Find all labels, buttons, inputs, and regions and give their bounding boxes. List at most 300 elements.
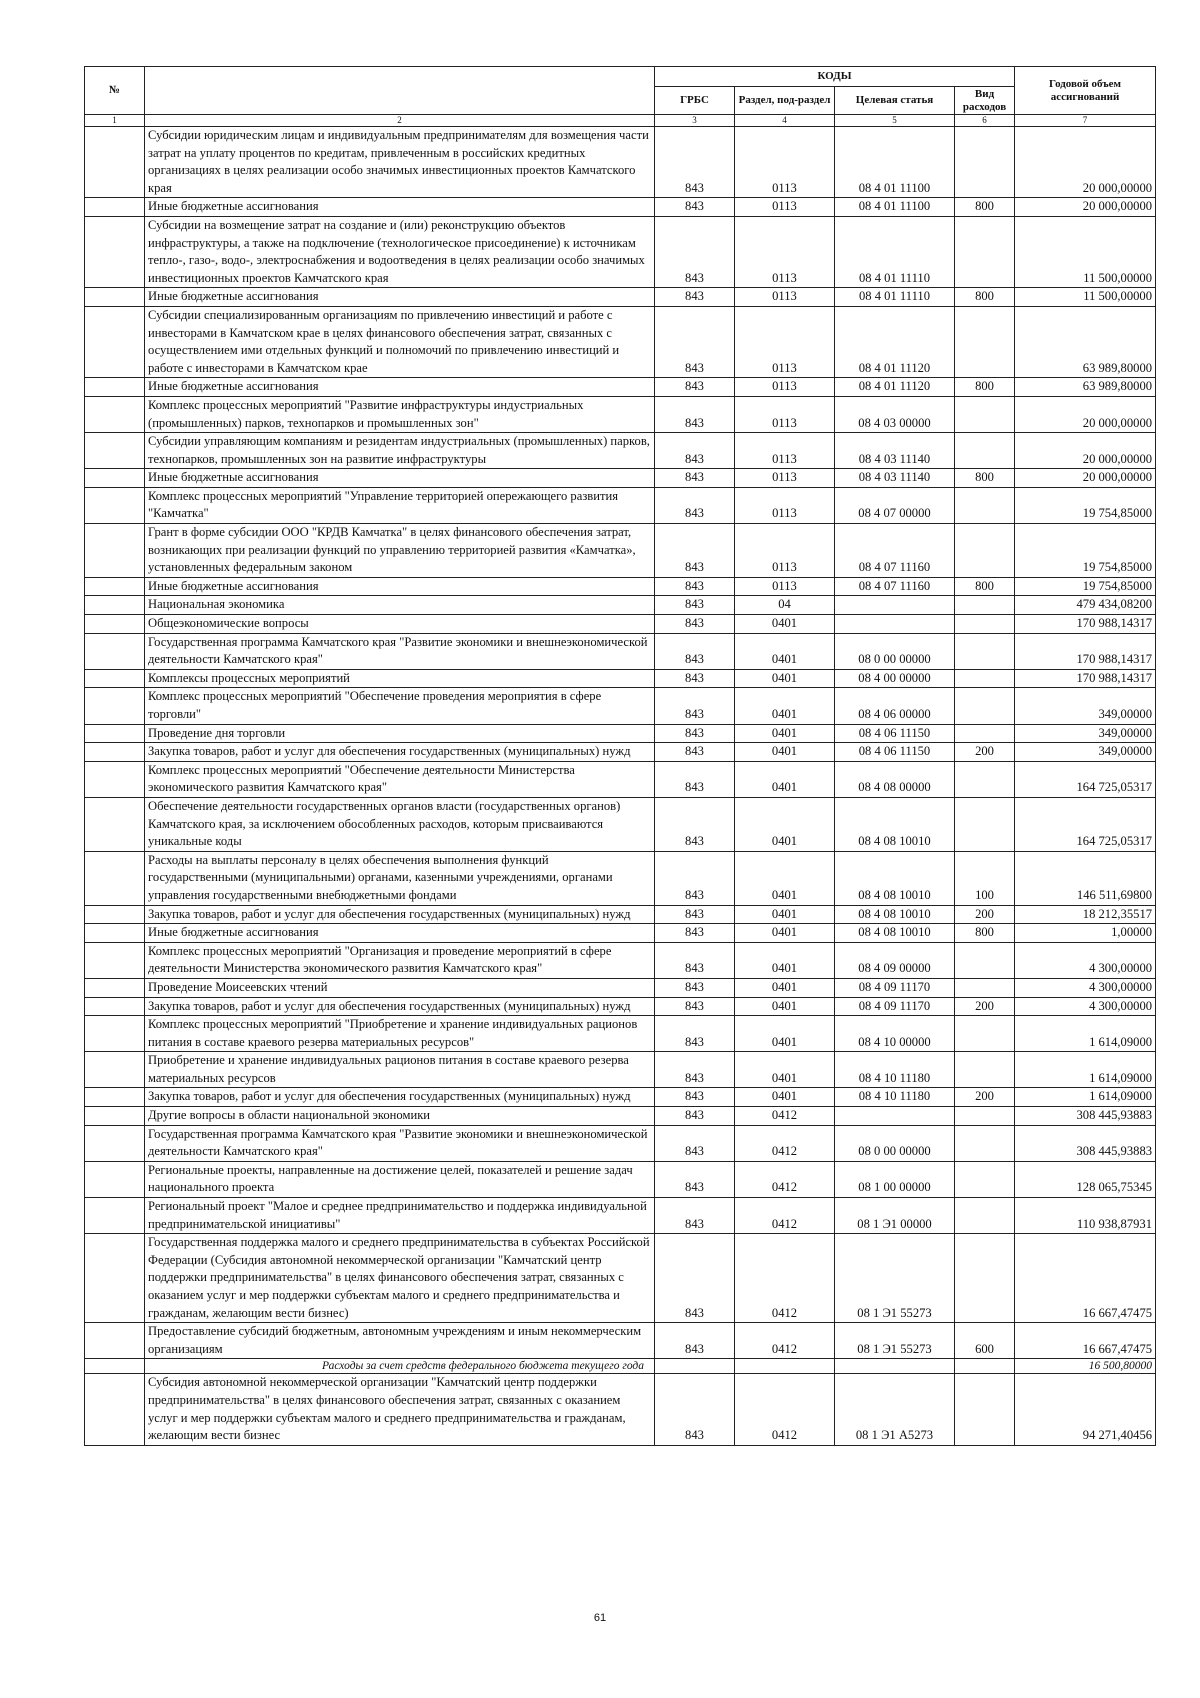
budget-table-sheet <box>84 66 1155 1446</box>
cell-name: Иные бюджетные ассигнования <box>145 469 655 488</box>
cell-razd: 0401 <box>735 724 835 743</box>
cell-sum: 63 989,80000 <box>1015 378 1156 397</box>
cell-sum: 4 300,00000 <box>1015 997 1156 1016</box>
cell-cel: 08 4 09 00000 <box>835 942 955 978</box>
cell-razd: 0401 <box>735 942 835 978</box>
col-number: 4 <box>735 115 835 127</box>
cell-sum: 349,00000 <box>1015 688 1156 724</box>
cell-num <box>85 924 145 943</box>
cell-vid <box>955 1052 1015 1088</box>
cell-cel <box>835 615 955 634</box>
cell-vid: 800 <box>955 378 1015 397</box>
cell-cel: 08 4 01 11100 <box>835 127 955 198</box>
cell-vid: 200 <box>955 1088 1015 1107</box>
col-number: 2 <box>145 115 655 127</box>
cell-num <box>85 978 145 997</box>
cell-name: Комплекс процессных мероприятий "Приобретение и хранение индивидуальных рационов питания в составе краевого резерва материальных ресурсов" <box>145 1016 655 1052</box>
cell-grbs: 843 <box>655 524 735 578</box>
cell-num <box>85 306 145 377</box>
cell-name: Грант в форме субсидии ООО "КРДВ Камчатка" в целях финансового обеспечения затрат, возникающих при реализации функций по управлению территорией развития «Камчатка», установленных федеральным законом <box>145 524 655 578</box>
header-vid: Вид расходов <box>955 87 1015 115</box>
cell-vid <box>955 669 1015 688</box>
cell-name: Обеспечение деятельности государственных органов власти (государственных органов) Камчатского края, за исключением обособленных расходов, которым присваиваются уникальные коды <box>145 797 655 851</box>
cell-grbs: 843 <box>655 127 735 198</box>
cell-razd: 0412 <box>735 1198 835 1234</box>
table-row <box>85 1359 1156 1374</box>
cell-vid: 800 <box>955 288 1015 307</box>
cell-num <box>85 905 145 924</box>
table-row <box>85 288 1156 307</box>
cell-sum: 20 000,00000 <box>1015 433 1156 469</box>
table-row <box>85 1161 1156 1197</box>
cell-cel: 08 1 Э1 55273 <box>835 1323 955 1359</box>
table-row <box>85 615 1156 634</box>
cell-cel: 08 4 07 00000 <box>835 487 955 523</box>
cell-cel: 08 0 00 00000 <box>835 1125 955 1161</box>
cell-vid <box>955 306 1015 377</box>
cell-grbs: 843 <box>655 669 735 688</box>
cell-grbs: 843 <box>655 1107 735 1126</box>
table-row <box>85 797 1156 851</box>
table-row <box>85 1323 1156 1359</box>
cell-num <box>85 1374 145 1445</box>
cell-num <box>85 1125 145 1161</box>
cell-razd: 0401 <box>735 761 835 797</box>
cell-vid <box>955 797 1015 851</box>
cell-cel <box>835 1359 955 1374</box>
cell-sum: 170 988,14317 <box>1015 669 1156 688</box>
cell-razd: 0412 <box>735 1374 835 1445</box>
cell-name: Региональные проекты, направленные на достижение целей, показателей и решение задач национального проекта <box>145 1161 655 1197</box>
cell-sum: 20 000,00000 <box>1015 127 1156 198</box>
cell-vid <box>955 688 1015 724</box>
cell-razd: 0412 <box>735 1234 835 1323</box>
cell-sum: 1 614,09000 <box>1015 1016 1156 1052</box>
cell-sum: 128 065,75345 <box>1015 1161 1156 1197</box>
cell-vid: 200 <box>955 997 1015 1016</box>
cell-cel: 08 4 01 11120 <box>835 306 955 377</box>
cell-num <box>85 577 145 596</box>
cell-razd: 0401 <box>735 997 835 1016</box>
cell-vid <box>955 487 1015 523</box>
cell-name: Иные бюджетные ассигнования <box>145 198 655 217</box>
cell-grbs: 843 <box>655 633 735 669</box>
cell-sum: 19 754,85000 <box>1015 577 1156 596</box>
cell-vid: 800 <box>955 924 1015 943</box>
cell-razd: 0401 <box>735 743 835 762</box>
cell-sum: 16 667,47475 <box>1015 1323 1156 1359</box>
table-row <box>85 469 1156 488</box>
cell-name: Субсидии управляющим компаниям и резидентам индустриальных (промышленных) парков, технопарков, промышленных зон на развитие инфраструктуры <box>145 433 655 469</box>
cell-razd <box>735 1359 835 1374</box>
cell-razd: 0412 <box>735 1323 835 1359</box>
cell-razd: 0401 <box>735 797 835 851</box>
cell-name: Закупка товаров, работ и услуг для обеспечения государственных (муниципальных) нужд <box>145 905 655 924</box>
cell-grbs <box>655 1359 735 1374</box>
cell-cel <box>835 1107 955 1126</box>
cell-name: Закупка товаров, работ и услуг для обеспечения государственных (муниципальных) нужд <box>145 1088 655 1107</box>
cell-vid: 800 <box>955 577 1015 596</box>
cell-sum: 1 614,09000 <box>1015 1052 1156 1088</box>
cell-num <box>85 1359 145 1374</box>
cell-vid <box>955 1016 1015 1052</box>
cell-grbs: 843 <box>655 942 735 978</box>
cell-name: Государственная программа Камчатского края "Развитие экономики и внешнеэкономической деятельности Камчатского края" <box>145 1125 655 1161</box>
table-row <box>85 978 1156 997</box>
cell-name: Региональный проект "Малое и среднее предпринимательство и поддержка индивидуальной предпринимательской инициативы" <box>145 1198 655 1234</box>
cell-cel: 08 1 Э1 55273 <box>835 1234 955 1323</box>
cell-sum: 110 938,87931 <box>1015 1198 1156 1234</box>
cell-vid: 100 <box>955 851 1015 905</box>
cell-name: Расходы за счет средств федерального бюджета текущего года <box>145 1359 655 1374</box>
cell-razd: 04 <box>735 596 835 615</box>
cell-name: Субсидии юридическим лицам и индивидуальным предпринимателям для возмещения части затрат на уплату процентов по кредитам, привлеченным в российских кредитных организациях в целях реализации особо значимых инвестиционных проектов Камчатского края <box>145 127 655 198</box>
cell-num <box>85 688 145 724</box>
cell-vid <box>955 633 1015 669</box>
cell-cel: 08 4 10 11180 <box>835 1088 955 1107</box>
cell-sum: 308 445,93883 <box>1015 1107 1156 1126</box>
cell-cel: 08 4 03 11140 <box>835 469 955 488</box>
cell-grbs: 843 <box>655 1374 735 1445</box>
cell-grbs: 843 <box>655 688 735 724</box>
cell-grbs: 843 <box>655 596 735 615</box>
cell-name: Закупка товаров, работ и услуг для обеспечения государственных (муниципальных) нужд <box>145 743 655 762</box>
cell-sum: 20 000,00000 <box>1015 469 1156 488</box>
cell-num <box>85 487 145 523</box>
header-codes: КОДЫ <box>655 67 1015 87</box>
cell-vid: 800 <box>955 469 1015 488</box>
cell-grbs: 843 <box>655 851 735 905</box>
cell-name: Комплекс процессных мероприятий "Обеспечение деятельности Министерства экономического развития Камчатского края" <box>145 761 655 797</box>
cell-sum: 164 725,05317 <box>1015 797 1156 851</box>
table-row <box>85 724 1156 743</box>
cell-num <box>85 615 145 634</box>
cell-num <box>85 1107 145 1126</box>
cell-grbs: 843 <box>655 997 735 1016</box>
cell-cel: 08 4 07 11160 <box>835 524 955 578</box>
table-row <box>85 1234 1156 1323</box>
cell-vid <box>955 127 1015 198</box>
cell-name: Государственная программа Камчатского края "Развитие экономики и внешнеэкономической деятельности Камчатского края" <box>145 633 655 669</box>
cell-name: Национальная экономика <box>145 596 655 615</box>
cell-razd: 0113 <box>735 469 835 488</box>
cell-grbs: 843 <box>655 924 735 943</box>
cell-razd: 0113 <box>735 577 835 596</box>
cell-cel: 08 4 10 00000 <box>835 1016 955 1052</box>
cell-num <box>85 596 145 615</box>
cell-vid: 800 <box>955 198 1015 217</box>
cell-num <box>85 724 145 743</box>
cell-sum: 20 000,00000 <box>1015 198 1156 217</box>
cell-sum: 308 445,93883 <box>1015 1125 1156 1161</box>
cell-sum: 170 988,14317 <box>1015 633 1156 669</box>
table-row <box>85 743 1156 762</box>
cell-name: Субсидия автономной некоммерческой организации "Камчатский центр поддержки предпринимательства" в целях финансового обеспечения затрат, связанных с оказанием услуг и мер поддержки субъектам малого и среднего предпринимательства и гражданам, желающим вести бизнес <box>145 1374 655 1445</box>
col-number: 6 <box>955 115 1015 127</box>
cell-sum: 479 434,08200 <box>1015 596 1156 615</box>
cell-vid <box>955 761 1015 797</box>
cell-cel: 08 4 01 11120 <box>835 378 955 397</box>
cell-cel: 08 4 08 10010 <box>835 797 955 851</box>
table-row <box>85 306 1156 377</box>
cell-cel: 08 4 08 10010 <box>835 924 955 943</box>
cell-grbs: 843 <box>655 469 735 488</box>
cell-name: Иные бюджетные ассигнования <box>145 577 655 596</box>
cell-sum: 1,00000 <box>1015 924 1156 943</box>
cell-num <box>85 997 145 1016</box>
cell-cel: 08 1 Э1 00000 <box>835 1198 955 1234</box>
cell-razd: 0113 <box>735 487 835 523</box>
cell-cel: 08 4 06 00000 <box>835 688 955 724</box>
cell-num <box>85 1161 145 1197</box>
cell-cel: 08 4 01 11110 <box>835 216 955 287</box>
cell-num <box>85 1088 145 1107</box>
cell-sum: 11 500,00000 <box>1015 288 1156 307</box>
cell-grbs: 843 <box>655 978 735 997</box>
cell-razd: 0401 <box>735 615 835 634</box>
cell-razd: 0401 <box>735 669 835 688</box>
cell-vid <box>955 433 1015 469</box>
table-row <box>85 396 1156 432</box>
cell-grbs: 843 <box>655 761 735 797</box>
cell-razd: 0401 <box>735 1016 835 1052</box>
cell-cel: 08 1 00 00000 <box>835 1161 955 1197</box>
cell-grbs: 843 <box>655 198 735 217</box>
cell-num <box>85 1016 145 1052</box>
cell-name: Комплекс процессных мероприятий "Обеспечение проведения мероприятия в сфере торговли" <box>145 688 655 724</box>
cell-razd: 0113 <box>735 378 835 397</box>
cell-num <box>85 851 145 905</box>
table-body <box>85 127 1156 1446</box>
cell-vid <box>955 1125 1015 1161</box>
cell-grbs: 843 <box>655 1234 735 1323</box>
cell-num <box>85 1052 145 1088</box>
cell-sum: 1 614,09000 <box>1015 1088 1156 1107</box>
cell-num <box>85 761 145 797</box>
cell-grbs: 843 <box>655 396 735 432</box>
table-row <box>85 997 1156 1016</box>
cell-sum: 16 500,80000 <box>1015 1359 1156 1374</box>
cell-vid <box>955 524 1015 578</box>
cell-cel <box>835 596 955 615</box>
table-row <box>85 924 1156 943</box>
cell-cel: 08 1 Э1 А5273 <box>835 1374 955 1445</box>
cell-grbs: 843 <box>655 1125 735 1161</box>
header-celevaya: Целевая статья <box>835 87 955 115</box>
table-row <box>85 942 1156 978</box>
cell-vid <box>955 1107 1015 1126</box>
cell-num <box>85 288 145 307</box>
cell-name: Закупка товаров, работ и услуг для обеспечения государственных (муниципальных) нужд <box>145 997 655 1016</box>
cell-sum: 16 667,47475 <box>1015 1234 1156 1323</box>
cell-grbs: 843 <box>655 1161 735 1197</box>
cell-cel: 08 4 06 11150 <box>835 743 955 762</box>
cell-grbs: 843 <box>655 378 735 397</box>
cell-grbs: 843 <box>655 797 735 851</box>
table-row <box>85 577 1156 596</box>
cell-grbs: 843 <box>655 724 735 743</box>
cell-razd: 0113 <box>735 396 835 432</box>
cell-razd: 0401 <box>735 688 835 724</box>
cell-name: Приобретение и хранение индивидуальных рационов питания в составе краевого резерва материальных ресурсов <box>145 1052 655 1088</box>
cell-name: Общеэкономические вопросы <box>145 615 655 634</box>
col-number: 3 <box>655 115 735 127</box>
header-razdel: Раздел, под-раздел <box>735 87 835 115</box>
cell-num <box>85 396 145 432</box>
cell-grbs: 843 <box>655 615 735 634</box>
cell-grbs: 843 <box>655 905 735 924</box>
cell-num <box>85 633 145 669</box>
cell-name: Другие вопросы в области национальной экономики <box>145 1107 655 1126</box>
cell-grbs: 843 <box>655 1198 735 1234</box>
cell-num <box>85 198 145 217</box>
cell-grbs: 843 <box>655 1323 735 1359</box>
cell-name: Проведение Моисеевских чтений <box>145 978 655 997</box>
table-row <box>85 596 1156 615</box>
table-row <box>85 1016 1156 1052</box>
cell-sum: 349,00000 <box>1015 724 1156 743</box>
cell-sum: 19 754,85000 <box>1015 524 1156 578</box>
table-row <box>85 127 1156 198</box>
cell-razd: 0401 <box>735 905 835 924</box>
cell-razd: 0401 <box>735 978 835 997</box>
cell-razd: 0401 <box>735 924 835 943</box>
cell-name: Государственная поддержка малого и среднего предпринимательства в субъектах Российской Федерации (Субсидия автономной некоммерческой организации "Камчатский центр поддержки предпринимательства" в целях финансового обеспечения затрат, связанных с оказанием услуг и мер поддержки субъектам малого и среднего предпринимательства и гражданам, желающим вести бизнес) <box>145 1234 655 1323</box>
header-num: № <box>85 67 145 115</box>
cell-grbs: 843 <box>655 288 735 307</box>
header-grbs: ГРБС <box>655 87 735 115</box>
table-row <box>85 1107 1156 1126</box>
cell-name: Субсидии на возмещение затрат на создание и (или) реконструкцию объектов инфраструктуры, а также на подключение (технологическое присоединение) к источникам тепло-, газо-, водо-, электроснабжения и водоотведения в целях реализации особо значимых инвестиционных проектов Камчатского края <box>145 216 655 287</box>
table-row <box>85 378 1156 397</box>
cell-cel: 08 0 00 00000 <box>835 633 955 669</box>
col-number: 1 <box>85 115 145 127</box>
cell-cel: 08 4 03 11140 <box>835 433 955 469</box>
cell-num <box>85 378 145 397</box>
cell-num <box>85 797 145 851</box>
cell-cel: 08 4 09 11170 <box>835 978 955 997</box>
cell-cel: 08 4 01 11110 <box>835 288 955 307</box>
cell-cel: 08 4 09 11170 <box>835 997 955 1016</box>
cell-razd: 0113 <box>735 306 835 377</box>
col-number: 7 <box>1015 115 1156 127</box>
table-row <box>85 1052 1156 1088</box>
cell-vid: 200 <box>955 905 1015 924</box>
cell-sum: 11 500,00000 <box>1015 216 1156 287</box>
cell-num <box>85 524 145 578</box>
cell-grbs: 843 <box>655 577 735 596</box>
table-row <box>85 669 1156 688</box>
cell-razd: 0401 <box>735 1052 835 1088</box>
cell-grbs: 843 <box>655 1052 735 1088</box>
cell-num <box>85 1323 145 1359</box>
cell-sum: 94 271,40456 <box>1015 1374 1156 1445</box>
cell-sum: 4 300,00000 <box>1015 942 1156 978</box>
cell-razd: 0401 <box>735 633 835 669</box>
cell-num <box>85 1198 145 1234</box>
cell-razd: 0412 <box>735 1107 835 1126</box>
cell-razd: 0412 <box>735 1161 835 1197</box>
table-row <box>85 905 1156 924</box>
cell-vid <box>955 596 1015 615</box>
cell-sum: 20 000,00000 <box>1015 396 1156 432</box>
cell-razd: 0113 <box>735 433 835 469</box>
table-row <box>85 1198 1156 1234</box>
cell-razd: 0401 <box>735 851 835 905</box>
budget-table <box>84 66 1156 1446</box>
cell-num <box>85 942 145 978</box>
cell-name: Иные бюджетные ассигнования <box>145 378 655 397</box>
cell-grbs: 843 <box>655 487 735 523</box>
cell-vid <box>955 1359 1015 1374</box>
cell-num <box>85 669 145 688</box>
cell-vid <box>955 1198 1015 1234</box>
cell-vid <box>955 978 1015 997</box>
cell-sum: 4 300,00000 <box>1015 978 1156 997</box>
cell-razd: 0113 <box>735 216 835 287</box>
header-name <box>145 67 655 115</box>
cell-name: Предоставление субсидий бюджетным, автономным учреждениям и иным некоммерческим организациям <box>145 1323 655 1359</box>
table-row <box>85 633 1156 669</box>
table-row <box>85 1374 1156 1445</box>
cell-grbs: 843 <box>655 306 735 377</box>
cell-vid <box>955 1234 1015 1323</box>
cell-sum: 164 725,05317 <box>1015 761 1156 797</box>
cell-name: Комплекс процессных мероприятий "Управление территорией опережающего развития "Камчатка" <box>145 487 655 523</box>
cell-cel: 08 4 08 10010 <box>835 905 955 924</box>
table-row <box>85 433 1156 469</box>
cell-razd: 0113 <box>735 198 835 217</box>
cell-sum: 349,00000 <box>1015 743 1156 762</box>
cell-num <box>85 743 145 762</box>
table-header <box>85 67 1156 127</box>
cell-cel: 08 4 03 00000 <box>835 396 955 432</box>
header-sum: Годовой объем ассигнований <box>1015 67 1156 115</box>
cell-grbs: 843 <box>655 216 735 287</box>
page-number: 61 <box>593 1612 607 1624</box>
cell-vid <box>955 216 1015 287</box>
table-row <box>85 1088 1156 1107</box>
cell-vid <box>955 1374 1015 1445</box>
cell-name: Комплекс процессных мероприятий "Организация и проведение мероприятий в сфере деятельности Министерства экономического развития Камчатского края" <box>145 942 655 978</box>
cell-razd: 0412 <box>735 1125 835 1161</box>
table-row <box>85 198 1156 217</box>
cell-num <box>85 216 145 287</box>
cell-name: Проведение дня торговли <box>145 724 655 743</box>
cell-cel: 08 4 08 10010 <box>835 851 955 905</box>
cell-vid <box>955 1161 1015 1197</box>
cell-name: Расходы на выплаты персоналу в целях обеспечения выполнения функций государственными (муниципальными) органами, казенными учреждениями, органами управления государственными внебюджетными фондами <box>145 851 655 905</box>
cell-sum: 19 754,85000 <box>1015 487 1156 523</box>
cell-grbs: 843 <box>655 743 735 762</box>
cell-vid: 200 <box>955 743 1015 762</box>
cell-cel: 08 4 06 11150 <box>835 724 955 743</box>
cell-grbs: 843 <box>655 1016 735 1052</box>
cell-name: Субсидии специализированным организациям по привлечению инвестиций и работе с инвесторами в Камчатском крае в целях финансового обеспечения затрат, связанных с осуществлением ими отдельных функций и полномочий по привлечению инвестиций и работе с инвесторами в Камчатском крае <box>145 306 655 377</box>
cell-vid <box>955 615 1015 634</box>
cell-cel: 08 4 07 11160 <box>835 577 955 596</box>
cell-razd: 0113 <box>735 524 835 578</box>
cell-razd: 0113 <box>735 127 835 198</box>
table-row <box>85 216 1156 287</box>
cell-razd: 0401 <box>735 1088 835 1107</box>
cell-name: Комплекс процессных мероприятий "Развитие инфраструктуры индустриальных (промышленных) парков, технопарков и промышленных зон" <box>145 396 655 432</box>
col-number: 5 <box>835 115 955 127</box>
cell-cel: 08 4 01 11100 <box>835 198 955 217</box>
cell-cel: 08 4 08 00000 <box>835 761 955 797</box>
cell-sum: 146 511,69800 <box>1015 851 1156 905</box>
cell-grbs: 843 <box>655 433 735 469</box>
